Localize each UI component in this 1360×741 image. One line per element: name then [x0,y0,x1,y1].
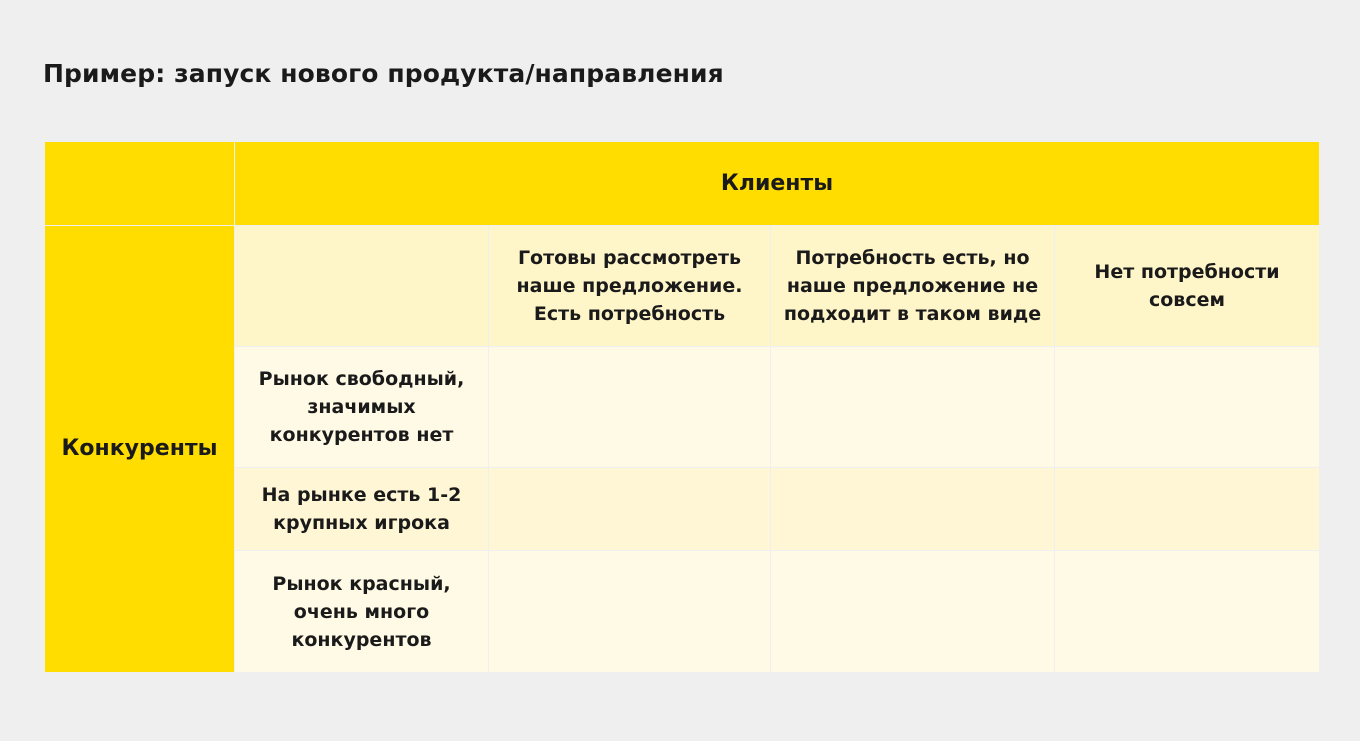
clients-header: Клиенты [235,142,1319,225]
matrix-cell [1055,468,1319,550]
column-header-no-need: Нет потребности совсем [1055,226,1319,346]
matrix-cell [489,468,770,550]
matrix-cell [1055,347,1319,467]
competitors-header: Конкуренты [45,226,234,672]
matrix-corner-cell [45,142,234,225]
column-header-blank [235,226,488,346]
matrix-cell [771,468,1054,550]
matrix-cell [489,551,770,672]
column-header-need-but-not-fit: Потребность есть, но наше предложение не подходит в таком виде [771,226,1054,346]
row-header-free-market: Рынок свободный, значимых конкурентов нет [235,347,488,467]
page-title: Пример: запуск нового продукта/направления [43,59,724,88]
matrix-cell [489,347,770,467]
row-header-few-players: На рынке есть 1-2 крупных игрока [235,468,488,550]
matrix-cell [771,551,1054,672]
matrix-cell [1055,551,1319,672]
column-header-ready: Готовы рассмотреть наше предложение. Есть потребность [489,226,770,346]
matrix-cell [771,347,1054,467]
row-header-red-market: Рынок красный, очень много конкурентов [235,551,488,672]
client-competitor-matrix [45,142,1316,674]
